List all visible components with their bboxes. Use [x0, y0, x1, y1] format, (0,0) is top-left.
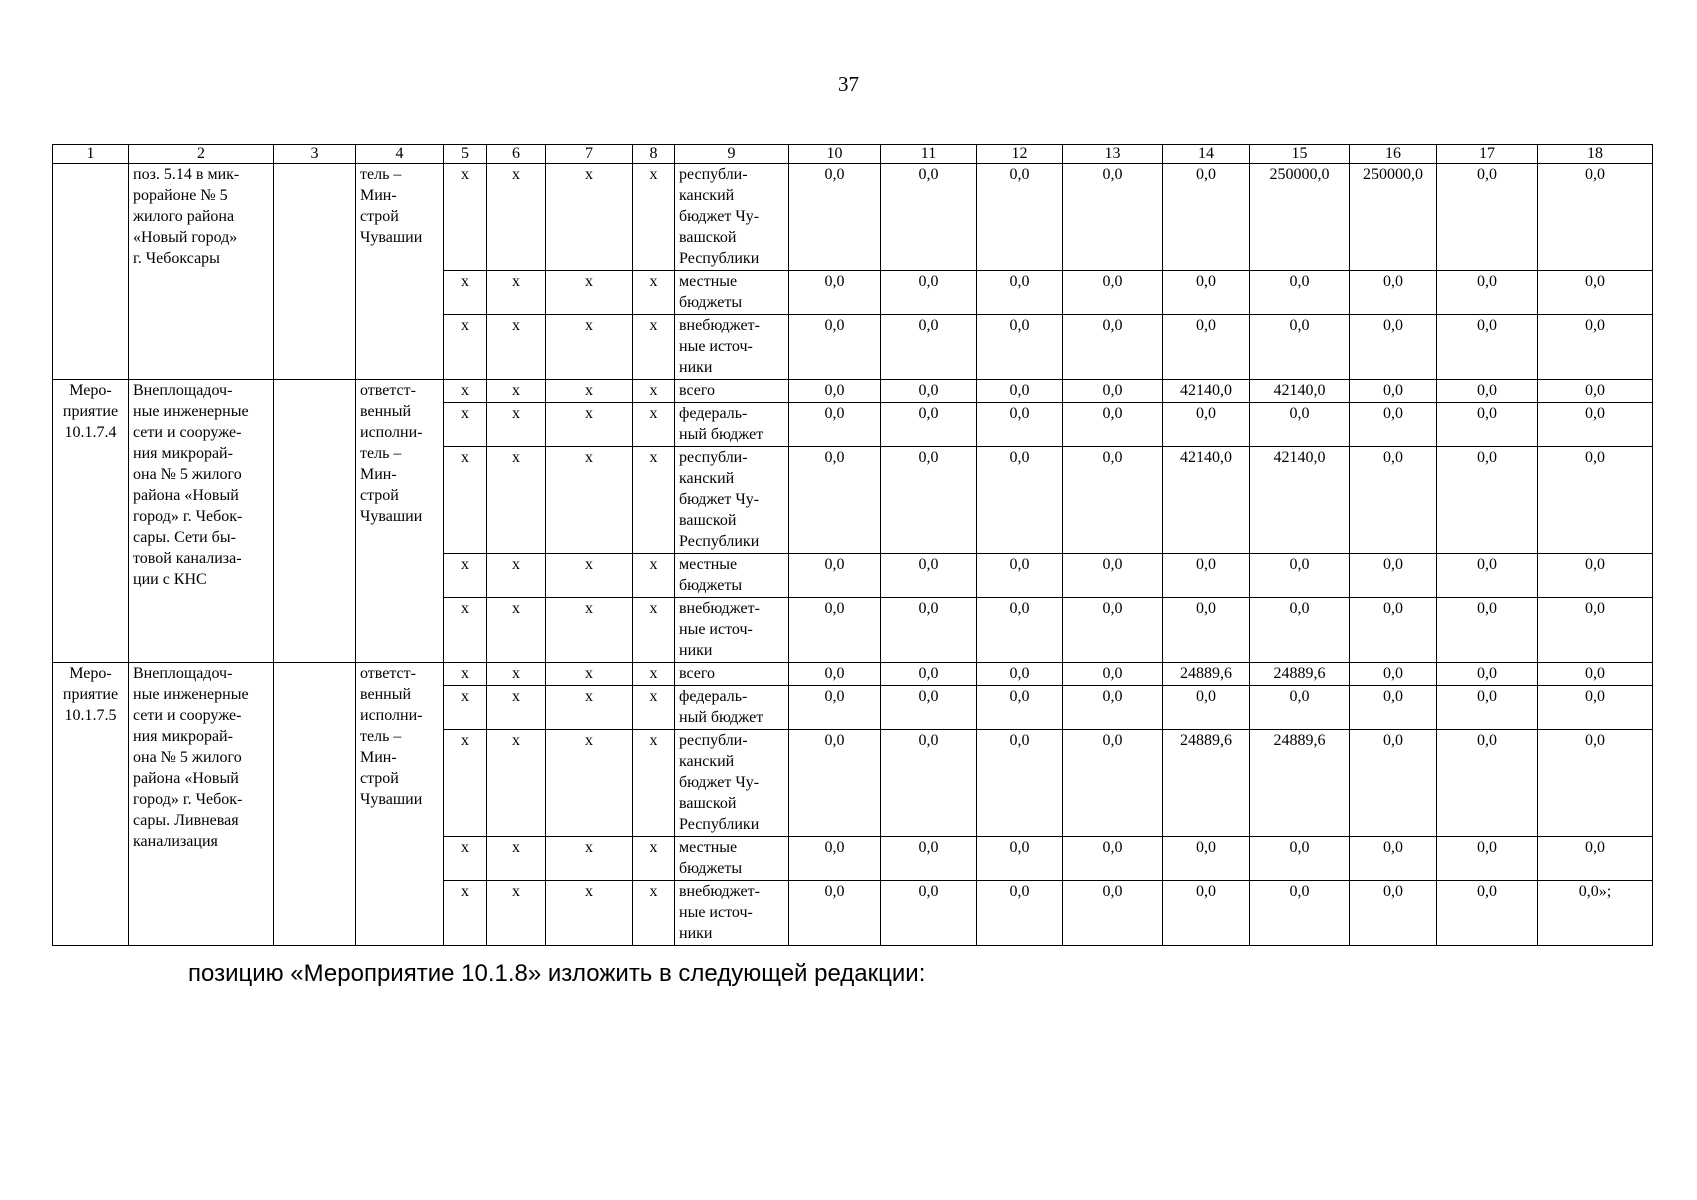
measure-code-cell: Меро- приятие 10.1.7.4: [53, 380, 129, 663]
amount-cell: 0,0: [1350, 315, 1437, 380]
column-number-cell: 18: [1538, 145, 1653, 164]
amount-cell: 0,0: [1350, 554, 1437, 598]
amount-cell: 0,0: [1163, 598, 1250, 663]
amount-cell: 0,0: [1063, 554, 1163, 598]
amount-cell: 0,0: [1250, 881, 1350, 946]
amount-cell: 0,0: [1250, 554, 1350, 598]
amount-cell: 0,0: [1250, 598, 1350, 663]
not-applicable-mark: х: [444, 447, 487, 554]
not-applicable-mark: х: [546, 164, 633, 271]
funding-source-cell: республи- канский бюджет Чу- вашской Республики: [675, 164, 789, 271]
funding-source-cell: федераль- ный бюджет: [675, 686, 789, 730]
amount-cell: 0,0: [1350, 881, 1437, 946]
executor-cell: тель – Мин- строй Чувашии: [356, 164, 444, 380]
amount-cell: 0,0: [789, 403, 881, 447]
amount-cell: 0,0: [1063, 315, 1163, 380]
column-number-cell: 14: [1163, 145, 1250, 164]
amount-cell: 0,0: [1350, 730, 1437, 837]
column-number-cell: 12: [977, 145, 1063, 164]
measure-name-cell: Внеплощадоч- ные инженерные сети и сооруже- ния микрорай- она № 5 жилого района «Новый город» г. Чебок- сары. Сети бы- товой канализа- ции с КНС: [129, 380, 274, 663]
funding-source-cell: внебюджет- ные источ- ники: [675, 598, 789, 663]
amount-cell: 24889,6: [1250, 730, 1350, 837]
not-applicable-mark: х: [633, 164, 675, 271]
not-applicable-mark: х: [487, 881, 546, 946]
amount-cell: 250000,0: [1250, 164, 1350, 271]
column-number-cell: 5: [444, 145, 487, 164]
amount-cell: 0,0: [977, 380, 1063, 403]
amount-cell: 0,0: [1163, 403, 1250, 447]
column-number-cell: 16: [1350, 145, 1437, 164]
amount-cell: 0,0: [1350, 447, 1437, 554]
amount-cell: 0,0: [1163, 164, 1250, 271]
amount-cell: 0,0: [977, 164, 1063, 271]
not-applicable-mark: х: [487, 403, 546, 447]
column-number-cell: 11: [881, 145, 977, 164]
amount-cell: 0,0: [977, 686, 1063, 730]
table-row: [53, 663, 1653, 686]
amount-cell: 0,0: [1538, 598, 1653, 663]
not-applicable-mark: х: [487, 164, 546, 271]
not-applicable-mark: х: [633, 686, 675, 730]
amount-cell: 24889,6: [1163, 730, 1250, 837]
instruction-text: позицию «Мероприятие 10.1.8» изложить в следующей редакции:: [188, 960, 926, 987]
budget-table: [52, 144, 1653, 946]
amount-cell: 0,0: [977, 837, 1063, 881]
amount-cell: 0,0: [1437, 686, 1538, 730]
column-number-cell: 9: [675, 145, 789, 164]
not-applicable-mark: х: [633, 663, 675, 686]
funding-source-cell: местные бюджеты: [675, 271, 789, 315]
not-applicable-mark: х: [444, 380, 487, 403]
not-applicable-mark: х: [546, 403, 633, 447]
not-applicable-mark: х: [546, 663, 633, 686]
table-row: [53, 164, 1653, 271]
amount-cell: 0,0: [1538, 663, 1653, 686]
amount-cell: 0,0: [789, 164, 881, 271]
not-applicable-mark: х: [633, 881, 675, 946]
amount-cell: 0,0: [1250, 686, 1350, 730]
amount-cell: 0,0: [789, 315, 881, 380]
not-applicable-mark: х: [546, 598, 633, 663]
amount-cell: 0,0: [789, 686, 881, 730]
not-applicable-mark: х: [546, 686, 633, 730]
column-number-cell: 4: [356, 145, 444, 164]
amount-cell: 0,0: [1437, 554, 1538, 598]
amount-cell: 0,0: [977, 663, 1063, 686]
amount-cell: 0,0: [1538, 730, 1653, 837]
not-applicable-mark: х: [487, 686, 546, 730]
not-applicable-mark: х: [633, 730, 675, 837]
amount-cell: 0,0: [1350, 663, 1437, 686]
amount-cell: 0,0: [1063, 663, 1163, 686]
amount-cell: 0,0: [1163, 554, 1250, 598]
not-applicable-mark: х: [444, 598, 487, 663]
not-applicable-mark: х: [444, 881, 487, 946]
not-applicable-mark: х: [633, 447, 675, 554]
amount-cell: 0,0: [1350, 271, 1437, 315]
not-applicable-mark: х: [633, 598, 675, 663]
amount-cell: 0,0: [881, 380, 977, 403]
measure-name-cell: поз. 5.14 в мик- рорайоне № 5 жилого района «Новый город» г. Чебоксары: [129, 164, 274, 380]
funding-source-cell: местные бюджеты: [675, 837, 789, 881]
amount-cell: 0,0: [881, 730, 977, 837]
column-3-cell: [274, 663, 356, 946]
column-number-cell: 1: [53, 145, 129, 164]
amount-cell: 0,0: [1437, 447, 1538, 554]
column-number-cell: 2: [129, 145, 274, 164]
amount-cell: 0,0: [1437, 881, 1538, 946]
amount-cell: 0,0: [1538, 380, 1653, 403]
not-applicable-mark: х: [546, 315, 633, 380]
not-applicable-mark: х: [444, 837, 487, 881]
funding-source-cell: федераль- ный бюджет: [675, 403, 789, 447]
column-number-cell: 3: [274, 145, 356, 164]
not-applicable-mark: х: [546, 881, 633, 946]
amount-cell: 42140,0: [1163, 380, 1250, 403]
column-number-cell: 13: [1063, 145, 1163, 164]
not-applicable-mark: х: [633, 380, 675, 403]
amount-cell: 0,0: [789, 881, 881, 946]
not-applicable-mark: х: [487, 271, 546, 315]
amount-cell: 0,0: [1063, 598, 1163, 663]
not-applicable-mark: х: [444, 730, 487, 837]
amount-cell: 0,0: [789, 837, 881, 881]
amount-cell: 42140,0: [1250, 447, 1350, 554]
amount-cell: 0,0: [1437, 315, 1538, 380]
not-applicable-mark: х: [487, 837, 546, 881]
amount-cell: 0,0: [1063, 686, 1163, 730]
column-number-row: [53, 145, 1653, 164]
not-applicable-mark: х: [444, 663, 487, 686]
amount-cell: 0,0: [789, 380, 881, 403]
amount-cell: 0,0: [977, 403, 1063, 447]
not-applicable-mark: х: [444, 271, 487, 315]
column-number-cell: 8: [633, 145, 675, 164]
not-applicable-mark: х: [633, 837, 675, 881]
amount-cell: 0,0: [881, 271, 977, 315]
amount-cell: 0,0: [789, 663, 881, 686]
not-applicable-mark: х: [546, 271, 633, 315]
column-number-cell: 7: [546, 145, 633, 164]
not-applicable-mark: х: [546, 554, 633, 598]
funding-source-cell: внебюджет- ные источ- ники: [675, 881, 789, 946]
amount-cell: 0,0: [789, 447, 881, 554]
not-applicable-mark: х: [487, 730, 546, 837]
amount-cell: 0,0: [1538, 164, 1653, 271]
not-applicable-mark: х: [487, 380, 546, 403]
amount-cell: 0,0: [1063, 380, 1163, 403]
amount-cell: 0,0: [881, 837, 977, 881]
not-applicable-mark: х: [546, 837, 633, 881]
amount-cell: 0,0: [881, 663, 977, 686]
amount-cell: 0,0: [789, 554, 881, 598]
amount-cell: 42140,0: [1250, 380, 1350, 403]
amount-cell: 0,0: [1350, 598, 1437, 663]
amount-cell: 0,0: [1437, 403, 1538, 447]
amount-cell: 0,0: [1538, 403, 1653, 447]
amount-cell: 0,0: [881, 686, 977, 730]
funding-source-cell: республи- канский бюджет Чу- вашской Республики: [675, 730, 789, 837]
column-number-cell: 10: [789, 145, 881, 164]
amount-cell: 0,0: [789, 271, 881, 315]
amount-cell: 0,0: [1538, 554, 1653, 598]
amount-cell: 0,0: [1538, 447, 1653, 554]
amount-cell: 0,0: [1063, 403, 1163, 447]
amount-cell: 0,0: [789, 730, 881, 837]
not-applicable-mark: х: [633, 271, 675, 315]
amount-cell: 0,0: [977, 315, 1063, 380]
not-applicable-mark: х: [633, 315, 675, 380]
amount-cell: 0,0: [1350, 380, 1437, 403]
table-row: [53, 380, 1653, 403]
amount-cell: 0,0: [1250, 837, 1350, 881]
funding-source-cell: всего: [675, 663, 789, 686]
column-3-cell: [274, 164, 356, 380]
amount-cell: 0,0: [1437, 271, 1538, 315]
amount-cell: 0,0: [1350, 403, 1437, 447]
executor-cell: ответст- венный исполни- тель – Мин- строй Чувашии: [356, 663, 444, 946]
amount-cell: 0,0: [881, 164, 977, 271]
not-applicable-mark: х: [444, 315, 487, 380]
amount-cell: 0,0: [1250, 403, 1350, 447]
amount-cell: 0,0: [1250, 315, 1350, 380]
amount-cell: 24889,6: [1250, 663, 1350, 686]
amount-cell: 0,0: [977, 554, 1063, 598]
amount-cell: 0,0: [1538, 271, 1653, 315]
measure-code-cell: Меро- приятие 10.1.7.5: [53, 663, 129, 946]
not-applicable-mark: х: [444, 403, 487, 447]
not-applicable-mark: х: [487, 315, 546, 380]
amount-cell: 42140,0: [1163, 447, 1250, 554]
page-number: 37: [838, 72, 859, 96]
amount-cell: 0,0: [977, 271, 1063, 315]
not-applicable-mark: х: [546, 380, 633, 403]
amount-cell: 0,0: [977, 730, 1063, 837]
amount-cell: 0,0: [1163, 881, 1250, 946]
measure-name-cell: Внеплощадоч- ные инженерные сети и сооруже- ния микрорай- она № 5 жилого района «Новый город» г. Чебок- сары. Ливневая канализация: [129, 663, 274, 946]
amount-cell: 0,0: [1063, 881, 1163, 946]
funding-source-cell: республи- канский бюджет Чу- вашской Республики: [675, 447, 789, 554]
not-applicable-mark: х: [487, 663, 546, 686]
funding-source-cell: местные бюджеты: [675, 554, 789, 598]
not-applicable-mark: х: [487, 447, 546, 554]
amount-cell: 0,0: [1063, 164, 1163, 271]
amount-cell: 0,0: [1538, 315, 1653, 380]
funding-source-cell: всего: [675, 380, 789, 403]
amount-cell: 0,0: [1437, 663, 1538, 686]
column-number-cell: 6: [487, 145, 546, 164]
not-applicable-mark: х: [487, 598, 546, 663]
column-number-cell: 17: [1437, 145, 1538, 164]
amount-cell: 0,0: [1538, 686, 1653, 730]
amount-cell: 24889,6: [1163, 663, 1250, 686]
amount-cell: 0,0: [977, 881, 1063, 946]
not-applicable-mark: х: [444, 686, 487, 730]
amount-cell: 0,0: [881, 554, 977, 598]
executor-cell: ответст- венный исполни- тель – Мин- строй Чувашии: [356, 380, 444, 663]
amount-cell: 0,0: [1437, 380, 1538, 403]
amount-cell: 0,0: [1437, 598, 1538, 663]
not-applicable-mark: х: [444, 554, 487, 598]
amount-cell: 250000,0: [1350, 164, 1437, 271]
amount-cell: 0,0: [1250, 271, 1350, 315]
measure-code-cell: [53, 164, 129, 380]
amount-cell: 0,0: [1437, 837, 1538, 881]
amount-cell: 0,0: [1063, 447, 1163, 554]
column-number-cell: 15: [1250, 145, 1350, 164]
amount-cell: 0,0: [977, 598, 1063, 663]
amount-cell: 0,0: [1163, 315, 1250, 380]
amount-cell: 0,0: [1350, 837, 1437, 881]
funding-source-cell: внебюджет- ные источ- ники: [675, 315, 789, 380]
amount-cell: 0,0: [1163, 686, 1250, 730]
not-applicable-mark: х: [546, 447, 633, 554]
amount-cell: 0,0: [881, 315, 977, 380]
amount-cell: 0,0: [789, 598, 881, 663]
amount-cell: 0,0: [881, 598, 977, 663]
amount-cell: 0,0»;: [1538, 881, 1653, 946]
amount-cell: 0,0: [881, 447, 977, 554]
amount-cell: 0,0: [1063, 730, 1163, 837]
amount-cell: 0,0: [1163, 271, 1250, 315]
amount-cell: 0,0: [1063, 837, 1163, 881]
amount-cell: 0,0: [977, 447, 1063, 554]
amount-cell: 0,0: [1538, 837, 1653, 881]
not-applicable-mark: х: [633, 403, 675, 447]
not-applicable-mark: х: [487, 554, 546, 598]
amount-cell: 0,0: [1437, 164, 1538, 271]
amount-cell: 0,0: [1163, 837, 1250, 881]
not-applicable-mark: х: [546, 730, 633, 837]
amount-cell: 0,0: [1063, 271, 1163, 315]
amount-cell: 0,0: [881, 881, 977, 946]
not-applicable-mark: х: [444, 164, 487, 271]
amount-cell: 0,0: [1437, 730, 1538, 837]
amount-cell: 0,0: [881, 403, 977, 447]
column-3-cell: [274, 380, 356, 663]
not-applicable-mark: х: [633, 554, 675, 598]
amount-cell: 0,0: [1350, 686, 1437, 730]
